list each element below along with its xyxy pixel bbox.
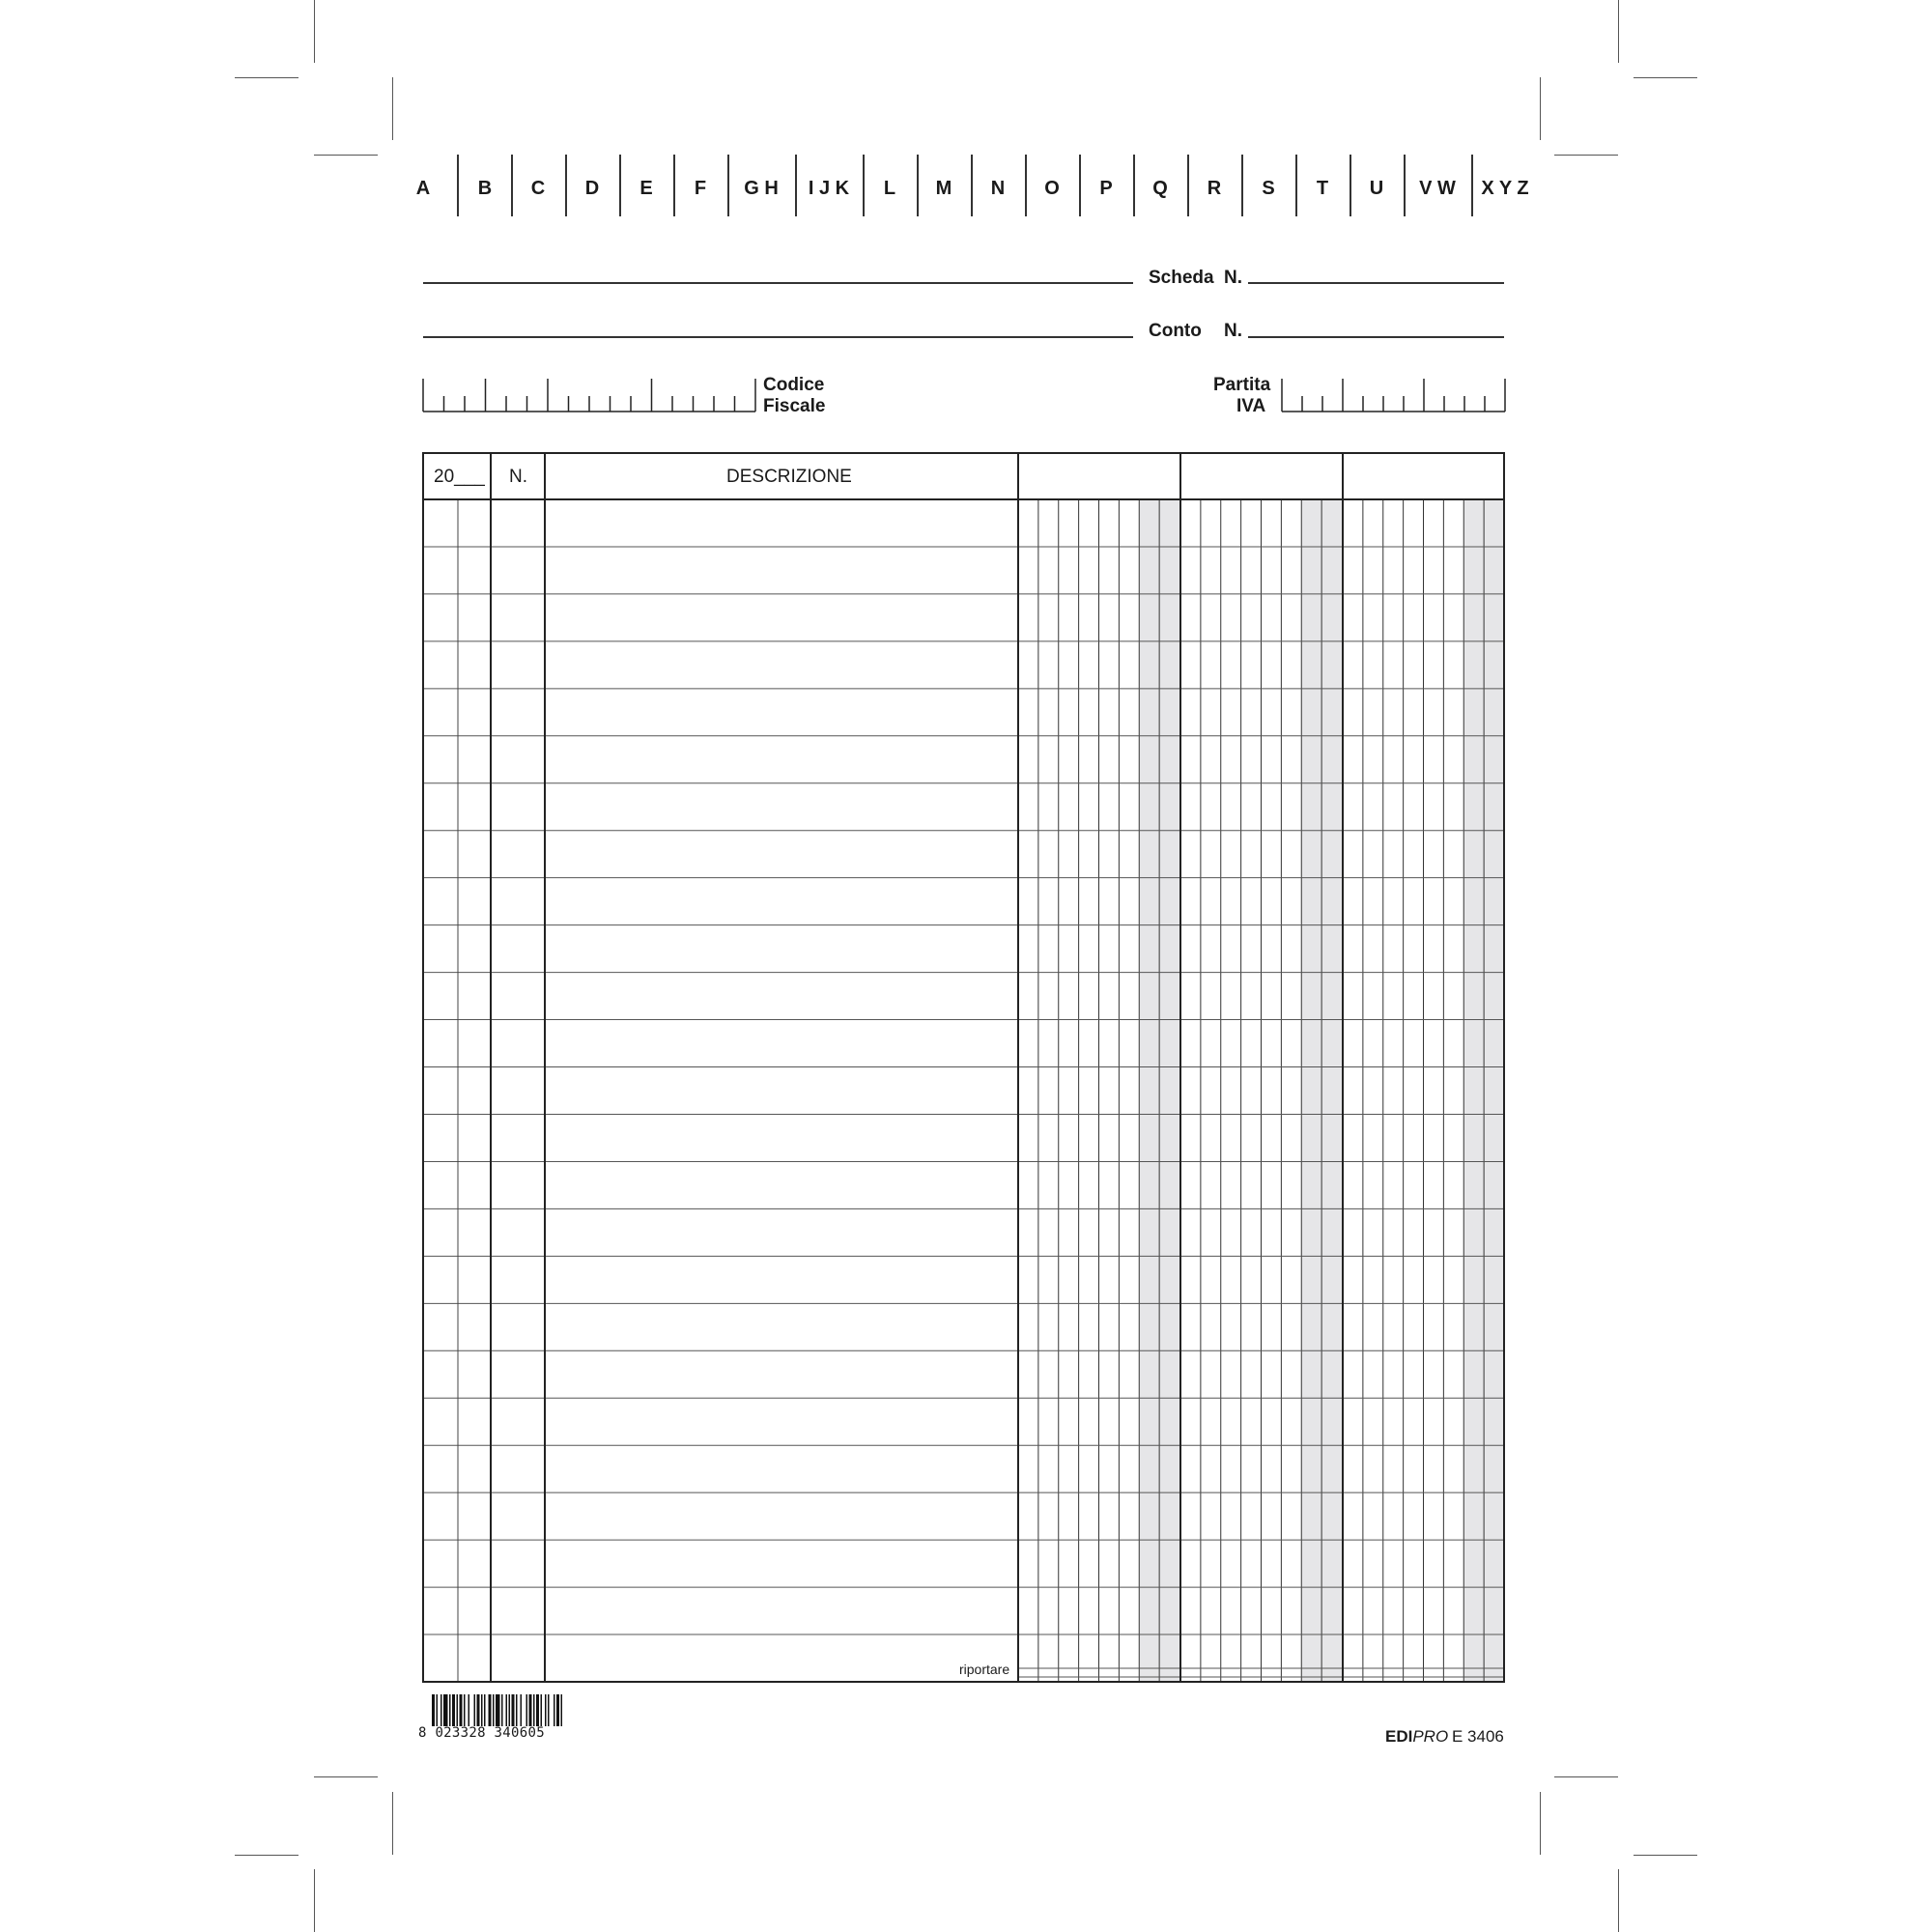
barcode-bar bbox=[464, 1694, 466, 1726]
barcode-number: 8 023328 340605 bbox=[418, 1725, 545, 1741]
barcode-bar bbox=[489, 1694, 492, 1726]
barcode-bar bbox=[452, 1694, 455, 1726]
tab-letter-d: D bbox=[584, 178, 600, 199]
scheda-number-label: N. bbox=[1224, 268, 1242, 288]
tab-letter-n: N bbox=[990, 178, 1006, 199]
tab-letter-l: L bbox=[883, 178, 896, 199]
tab-letter-b: B bbox=[477, 178, 493, 199]
barcode-bar bbox=[449, 1694, 451, 1726]
tab-letter-o: O bbox=[1044, 178, 1060, 199]
barcode-bar bbox=[437, 1694, 439, 1726]
barcode-bar bbox=[526, 1694, 528, 1726]
tab-letter-ijk: I J K bbox=[808, 178, 850, 199]
barcode-bar bbox=[460, 1694, 463, 1726]
codice-fiscale-label-2: Fiscale bbox=[763, 396, 826, 416]
barcode-bar bbox=[509, 1694, 511, 1726]
tab-letter-q: Q bbox=[1152, 178, 1168, 199]
barcode-bar bbox=[541, 1694, 543, 1726]
codice-fiscale-label: Codice bbox=[763, 375, 825, 395]
barcode-bar bbox=[457, 1694, 459, 1726]
barcode-bar bbox=[548, 1694, 550, 1726]
conto-number-label: N. bbox=[1224, 321, 1242, 341]
brand-logo bbox=[1385, 1727, 1448, 1747]
barcode-bar bbox=[481, 1694, 483, 1726]
brand-bold: EDI bbox=[1385, 1727, 1413, 1746]
barcode-bar bbox=[521, 1694, 523, 1726]
tab-letter-p: P bbox=[1099, 178, 1113, 199]
barcode-bar bbox=[443, 1694, 448, 1726]
tab-letter-xyz: X Y Z bbox=[1481, 178, 1529, 199]
conto-label: Conto bbox=[1149, 321, 1202, 341]
barcode-bar bbox=[496, 1694, 500, 1726]
barcode-bar bbox=[432, 1694, 435, 1726]
tab-letter-a: A bbox=[415, 178, 431, 199]
barcode-bar bbox=[512, 1694, 515, 1726]
barcode-bar bbox=[516, 1694, 518, 1726]
partita-iva-label: Partita bbox=[1213, 375, 1271, 395]
barcode-bar bbox=[469, 1694, 470, 1726]
tab-letter-c: C bbox=[530, 178, 546, 199]
barcode-bar bbox=[554, 1694, 555, 1726]
barcode-bar bbox=[440, 1694, 442, 1726]
tab-letter-vw: V W bbox=[1419, 178, 1456, 199]
partita-iva-label-2: IVA bbox=[1236, 396, 1266, 416]
barcode-bar bbox=[501, 1694, 503, 1726]
barcode-bar bbox=[484, 1694, 486, 1726]
product-code: E 3406 bbox=[1452, 1727, 1504, 1746]
tab-letter-t: T bbox=[1316, 178, 1329, 199]
description-column-header: DESCRIZIONE bbox=[726, 467, 852, 487]
barcode-bar bbox=[533, 1694, 535, 1726]
tab-letter-e: E bbox=[639, 178, 653, 199]
number-column-header: N. bbox=[509, 467, 527, 487]
barcode-bar bbox=[506, 1694, 508, 1726]
tab-letter-m: M bbox=[935, 178, 952, 199]
scheda-label: Scheda bbox=[1149, 268, 1214, 288]
tab-letter-gh: G H bbox=[744, 178, 779, 199]
barcode-bar bbox=[474, 1694, 476, 1726]
tab-letter-f: F bbox=[694, 178, 707, 199]
tab-letter-r: R bbox=[1207, 178, 1222, 199]
tab-letter-s: S bbox=[1262, 178, 1275, 199]
year-column-header: 20___ bbox=[434, 467, 485, 487]
barcode-bar bbox=[545, 1694, 547, 1726]
barcode-bar bbox=[477, 1694, 480, 1726]
brand-italic: PRO bbox=[1412, 1727, 1449, 1746]
barcode-bar bbox=[536, 1694, 539, 1726]
barcode-bar bbox=[561, 1694, 563, 1726]
barcode-bar bbox=[556, 1694, 559, 1726]
riportare-label: riportare bbox=[959, 1662, 1010, 1677]
tab-letter-u: U bbox=[1369, 178, 1384, 199]
barcode-bar bbox=[529, 1694, 532, 1726]
barcode-bar bbox=[493, 1694, 495, 1726]
